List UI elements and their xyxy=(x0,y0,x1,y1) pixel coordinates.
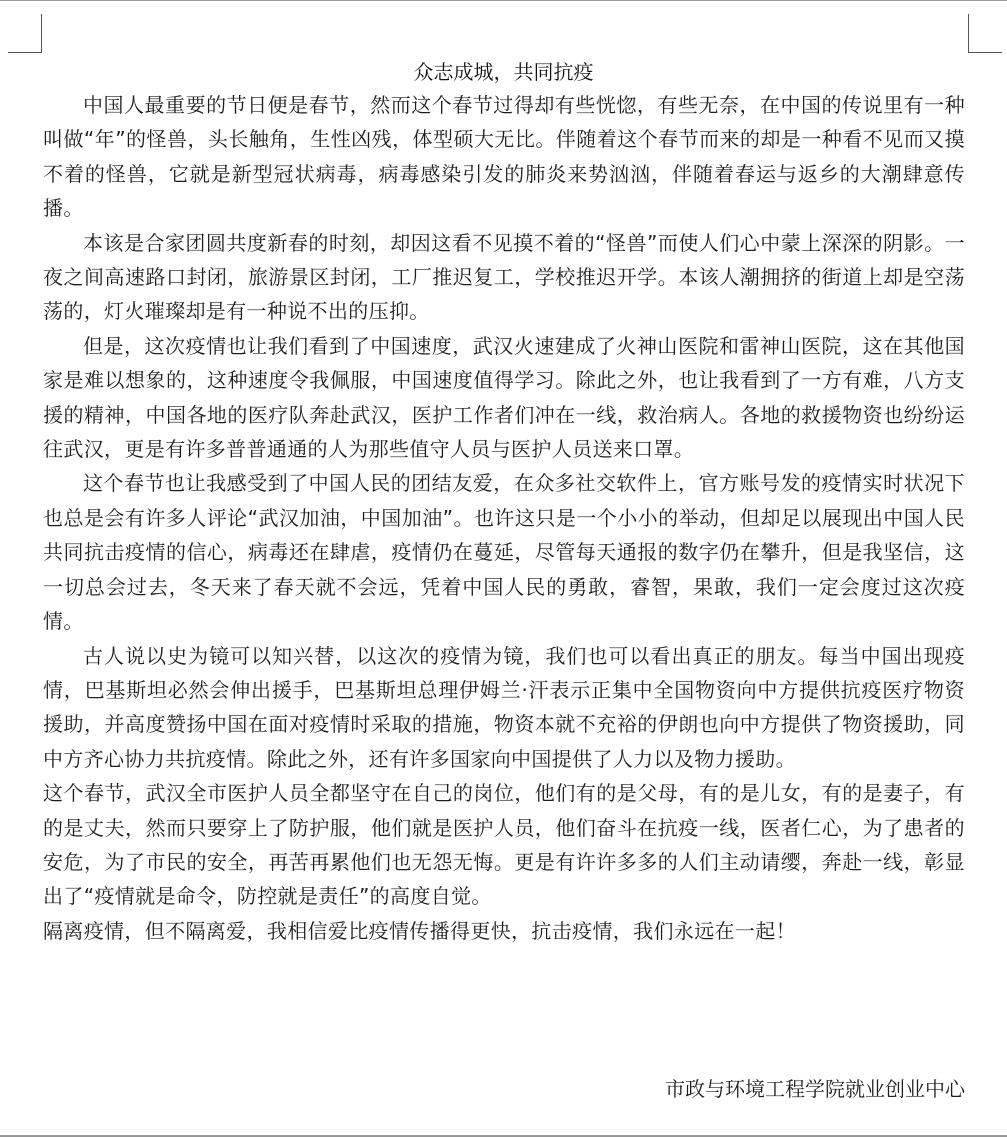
document-signature: 市政与环境工程学院就业创业中心 xyxy=(665,1077,965,1101)
page-bottom-border xyxy=(0,1135,1007,1137)
paragraph-6: 这个春节，武汉全市医护人员全都坚守在自己的岗位，他们有的是父母，有的是儿女，有的是妻子，有的是丈夫，然而只要穿上了防护服，他们就是医护人员，他们奋斗在抗疫一线，医者仁心，为了患者的安危，为了市民的安全，再苦再累他们也无怨无悔。更是有许许多多的人们主动请缨，奔赴一线，彰显出了“疫情就是命令，防控就是责任”的高度自觉。 xyxy=(43,781,965,909)
document-body xyxy=(43,88,965,948)
page-top-border xyxy=(0,0,1007,1)
paragraph-7: 隔离疫情，但不隔离爱，我相信爱比疫情传播得更快，抗击疫情，我们永远在一起！ xyxy=(43,918,796,943)
paragraph-3: 但是，这次疫情也让我们看到了中国速度，武汉火速建成了火神山医院和雷神山医院，这在其他国家是难以想象的，这种速度令我佩服，中国速度值得学习。除此之外，也让我看到了一方有难，八方支援的精神，中国各地的医疗队奔赴武汉，医护工作者们冲在一线，救治病人。各地的救援物资也纷纷运往武汉，更是有许多普普通通的人为那些值守人员与医护人员送来口罩。 xyxy=(43,333,965,462)
paragraph-1: 中国人最重要的节日便是春节，然而这个春节过得却有些恍惚，有些无奈，在中国的传说里有一种叫做“年”的怪兽，头长触角，生性凶残，体型硕大无比。伴随着这个春节而来的却是一种看不见而又摸不着的怪兽，它就是新型冠状病毒，病毒感染引发的肺炎来势汹汹，伴随着春运与返乡的大潮肆意传播。 xyxy=(43,93,965,221)
crop-mark-top-right xyxy=(968,14,1002,53)
crop-mark-top-left xyxy=(8,14,42,53)
paragraph-5: 古人说以史为镜可以知兴替，以这次的疫情为镜，我们也可以看出真正的朋友。每当中国出现疫情，巴基斯坦必然会伸出援手，巴基斯坦总理伊姆兰·汗表示正集中全国物资向中方提供抗疫医疗物资援助，并高度赞扬中国在面对疫情时采取的措施，物资本就不充裕的伊朗也向中方提供了物资援助，同中方齐心协力共抗疫情。除此之外，还有许多国家向中国提供了人力以及物力援助。 xyxy=(43,643,965,771)
paragraph-4: 这个春节也让我感受到了中国人民的团结友爱，在众多社交软件上，官方账号发的疫情实时状况下也总是会有许多人评论“武汉加油，中国加油”。也许这只是一个小小的举动，但却足以展现出中国人民共同抗击疫情的信心，病毒还在肆虐，疫情仍在蔓延，尽管每天通报的数字仍在攀升，但是我坚信，这一切总会过去，冬天来了春天就不会远，凭着中国人民的勇敢，睿智，果敢，我们一定会度过这次疫情。 xyxy=(43,471,965,634)
paragraph-2: 本该是合家团圆共度新春的时刻，却因这看不见摸不着的“怪兽”而使人们心中蒙上深深的阴影。一夜之间高速路口封闭，旅游景区封闭，工厂推迟复工，学校推迟开学。本该人潮拥挤的街道上却是空荡荡的，灯火璀璨却是有一种说不出的压抑。 xyxy=(43,230,965,324)
document-title: 众志成城，共同抗疫 xyxy=(413,60,594,84)
